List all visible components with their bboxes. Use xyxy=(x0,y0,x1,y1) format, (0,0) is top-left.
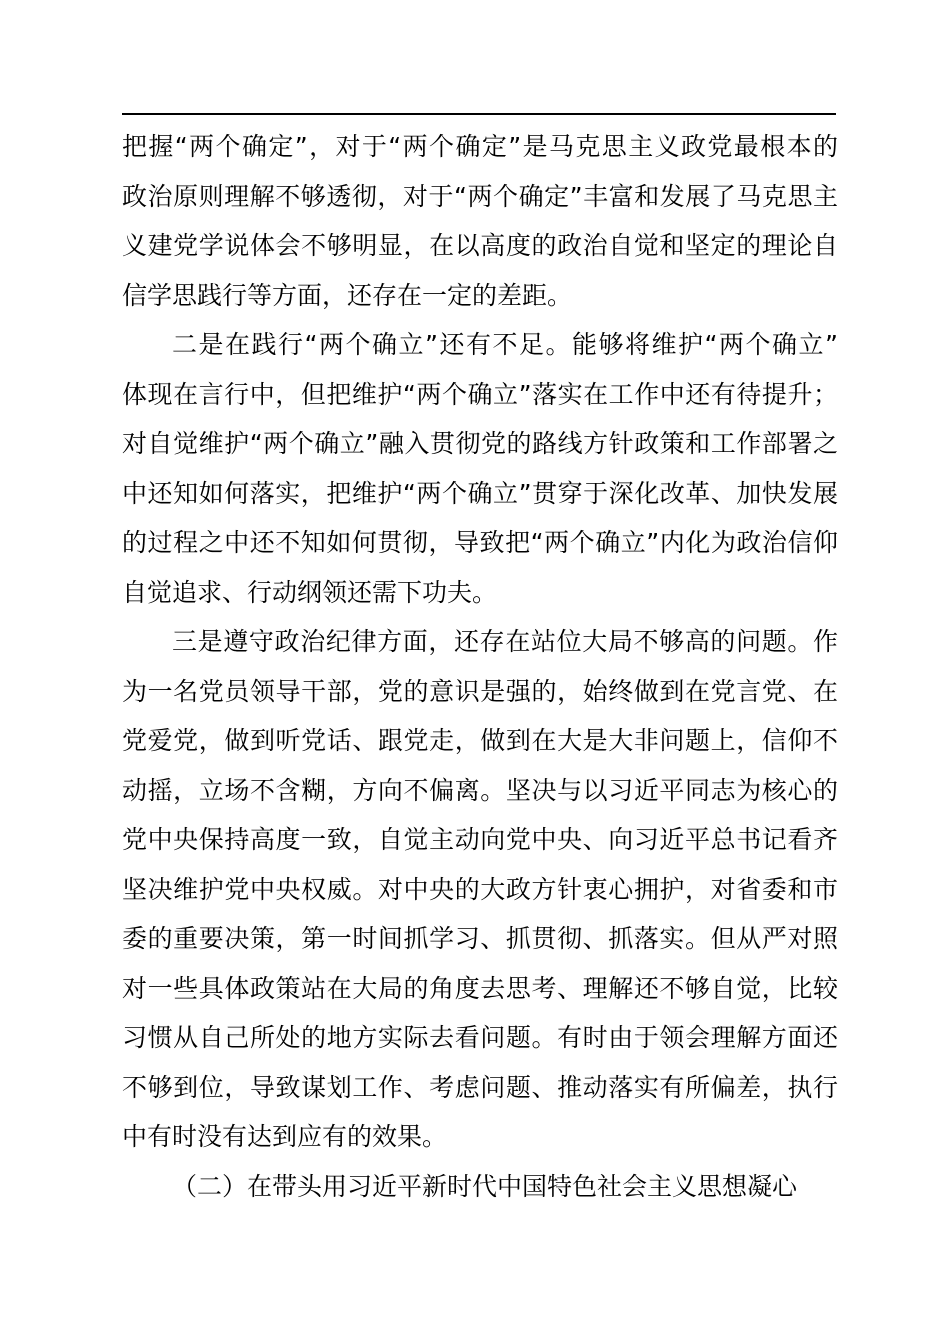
text-line: 党中央保持高度一致，自觉主动向党中央、向习近平总书记看齐 xyxy=(122,825,838,854)
text-line: 中还知如何落实，把维护“两个确立”贯穿于深化改革、加快发展 xyxy=(122,478,838,508)
text-line: 对自觉维护“两个确立”融入贯彻党的路线方针政策和工作部署之 xyxy=(122,429,838,458)
body-text xyxy=(122,122,838,1211)
paragraph-2 xyxy=(122,320,838,617)
text-line: 自觉追求、行动纲领还需下功夫。 xyxy=(122,577,498,607)
text-line: 信学思践行等方面，还存在一定的差距。 xyxy=(122,280,573,310)
paragraph-3 xyxy=(122,617,838,1162)
section-heading: （二）在带头用习近平新时代中国特色社会主义思想凝心 xyxy=(172,1171,798,1201)
text-line: 的过程之中还不知如何贯彻，导致把“两个确立”内化为政治信仰 xyxy=(122,528,838,557)
text-line: 政治原则理解不够透彻，对于“两个确定”丰富和发展了马克思主 xyxy=(122,181,838,211)
text-line: 习惯从自己所处的地方实际去看问题。有时由于领会理解方面还 xyxy=(122,1023,838,1052)
paragraph-4 xyxy=(122,1162,838,1212)
paragraph-1 xyxy=(122,122,838,320)
text-line: 体现在言行中，但把维护“两个确立”落实在工作中还有待提升； xyxy=(122,379,838,409)
text-line: 坚决维护党中央权威。对中央的大政方针衷心拥护，对省委和市 xyxy=(122,874,838,904)
text-line: 把握“两个确定”，对于“两个确定”是马克思主义政党最根本的 xyxy=(122,132,838,161)
text-line: 二是在践行“两个确立”还有不足。能够将维护“两个确立” xyxy=(172,330,838,359)
text-line: 对一些具体政策站在大局的角度去思考、理解还不够自觉，比较 xyxy=(122,973,838,1003)
text-line: 委的重要决策，第一时间抓学习、抓贯彻、抓落实。但从严对照 xyxy=(122,924,838,953)
text-line: 为一名党员领导干部，党的意识是强的，始终做到在党言党、在 xyxy=(122,676,838,706)
text-line: 三是遵守政治纪律方面，还存在站位大局不够高的问题。作 xyxy=(172,627,838,656)
header-rule xyxy=(122,113,836,115)
text-line: 义建党学说体会不够明显，在以高度的政治自觉和坚定的理论自 xyxy=(122,231,838,260)
text-line: 动摇，立场不含糊，方向不偏离。坚决与以习近平同志为核心的 xyxy=(122,775,838,805)
text-line: 党爱党，做到听党话、跟党走，做到在大是大非问题上，信仰不 xyxy=(122,726,838,755)
text-line: 不够到位，导致谋划工作、考虑问题、推动落实有所偏差，执行 xyxy=(122,1072,838,1102)
text-line: 中有时没有达到应有的效果。 xyxy=(122,1122,448,1151)
